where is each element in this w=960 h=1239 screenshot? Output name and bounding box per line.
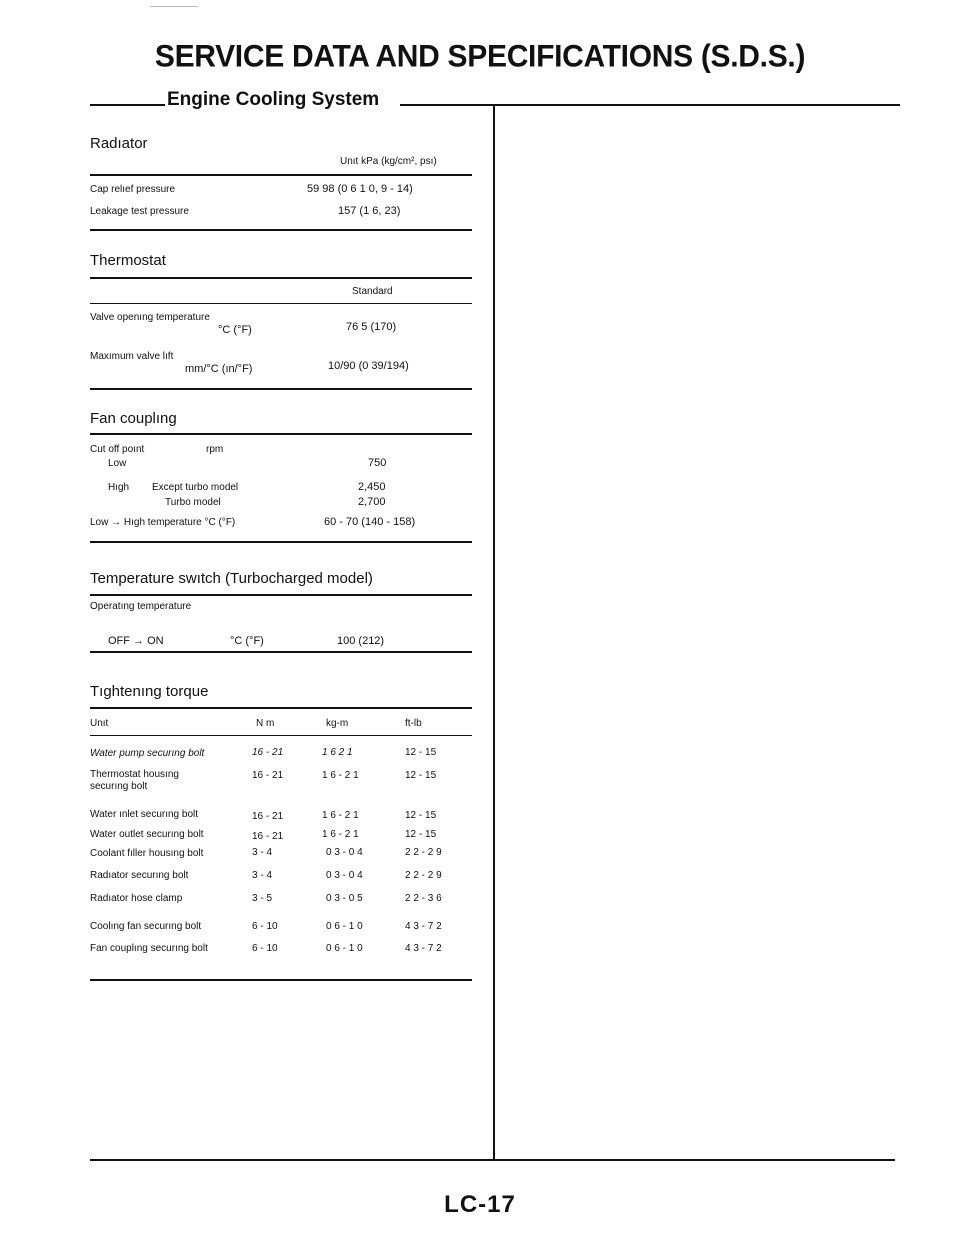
fan-high-value: 2,450 xyxy=(358,481,386,493)
fan-temp-value: 60 - 70 (140 - 158) xyxy=(324,516,416,528)
torque-header-rule xyxy=(90,735,472,736)
fan-high-sub: Except turbo model xyxy=(152,482,239,493)
torque-row-item: Water ınlet securıng bolt xyxy=(90,809,199,820)
torque-header-ftlb: ft-lb xyxy=(405,718,422,729)
radiator-rule-bottom xyxy=(90,229,472,231)
torque-row-kgm: 1 6 2 1 xyxy=(322,747,353,758)
torque-row-kgm: 0 3 - 0 5 xyxy=(326,893,363,904)
thermostat-rule-bottom xyxy=(90,388,472,390)
temp-switch-row-unit: °C (°F) xyxy=(230,635,264,647)
temp-switch-row-label: OFF → ON xyxy=(108,635,164,647)
torque-row-ftlb: 4 3 - 7 2 xyxy=(405,921,442,932)
torque-row-kgm: 1 6 - 2 1 xyxy=(322,829,359,840)
torque-row-ftlb: 12 - 15 xyxy=(405,747,437,758)
torque-row-kgm: 0 6 - 1 0 xyxy=(326,943,363,954)
torque-header-kgm: kg-m xyxy=(326,718,349,729)
temp-switch-row-value: 100 (212) xyxy=(337,635,385,647)
torque-row-nm: 16 - 21 xyxy=(252,770,284,781)
torque-row-nm: 3 - 5 xyxy=(252,893,273,904)
temp-switch-rule-top xyxy=(90,594,472,596)
torque-row-nm: 6 - 10 xyxy=(252,921,278,932)
torque-row-item: Radıator securıng bolt xyxy=(90,870,189,881)
torque-row-item: Radıator hose clamp xyxy=(90,893,183,904)
temp-switch-op-label: Operatıng temperature xyxy=(90,601,192,612)
torque-row-nm: 6 - 10 xyxy=(252,943,278,954)
torque-row-kgm: 1 6 - 2 1 xyxy=(322,810,359,821)
fan-high-sub: Turbo model xyxy=(165,497,221,508)
thermostat-row-unit: °C (°F) xyxy=(218,324,252,336)
radiator-rule-top xyxy=(90,174,472,176)
torque-title: Tıghtenıng torque xyxy=(90,683,209,700)
thermostat-header-rule xyxy=(90,303,472,304)
fan-high-value: 2,700 xyxy=(358,496,386,508)
radiator-row-label: Cap relıef pressure xyxy=(90,184,176,195)
temp-switch-rule-bottom xyxy=(90,651,472,653)
thermostat-row-label: Valve openıng temperature xyxy=(90,312,210,323)
radiator-row-value: 157 (1 6, 23) xyxy=(338,205,401,217)
page-bottom-rule xyxy=(90,1159,895,1161)
thermostat-column-header: Standard xyxy=(352,286,393,297)
radiator-unit: Unıt kPa (kg/cm², psı) xyxy=(340,156,437,167)
torque-row-item: Water outlet securıng bolt xyxy=(90,829,204,840)
thermostat-row-label: Maxımum valve lıft xyxy=(90,351,174,362)
fan-temp-label: Low → Hıgh temperature °C (°F) xyxy=(90,517,236,528)
torque-row-item-cont: securıng bolt xyxy=(90,781,148,792)
section-rule-left xyxy=(90,104,165,106)
torque-row-kgm: 1 6 - 2 1 xyxy=(322,770,359,781)
torque-header-unit: Unıt xyxy=(90,718,109,729)
fan-coupling-title: Fan couplıng xyxy=(90,410,177,427)
torque-row-item: Thermostat housıng xyxy=(90,769,179,780)
torque-row-kgm: 0 3 - 0 4 xyxy=(326,870,363,881)
radiator-row-value: 59 98 (0 6 1 0, 9 - 14) xyxy=(307,183,413,195)
torque-row-ftlb: 12 - 15 xyxy=(405,770,437,781)
torque-row-item: Coolant fıller housıng bolt xyxy=(90,848,204,859)
thermostat-rule-top xyxy=(90,277,472,279)
torque-row-nm: 16 - 21 xyxy=(252,747,284,758)
torque-header-nm: N m xyxy=(256,718,275,729)
radiator-row-label: Leakage test pressure xyxy=(90,206,189,217)
torque-row-nm: 16 - 21 xyxy=(252,811,284,822)
torque-row-kgm: 0 6 - 1 0 xyxy=(326,921,363,932)
section-title: Engine Cooling System xyxy=(167,89,380,110)
torque-row-item: Water pump securıng bolt xyxy=(90,748,205,759)
fan-low-value: 750 xyxy=(368,457,387,469)
thermostat-row-value: 76 5 (170) xyxy=(346,321,397,333)
thermostat-title: Thermostat xyxy=(90,252,166,269)
torque-row-ftlb: 2 2 - 2 9 xyxy=(405,847,442,858)
torque-rule-top xyxy=(90,707,472,709)
temp-switch-title: Temperature swıtch (Turbocharged model) xyxy=(90,570,373,587)
page-title: SERVICE DATA AND SPECIFICATIONS (S.D.S.) xyxy=(154,39,806,74)
torque-row-ftlb: 12 - 15 xyxy=(405,810,437,821)
torque-row-ftlb: 2 2 - 3 6 xyxy=(405,893,442,904)
torque-row-ftlb: 12 - 15 xyxy=(405,829,437,840)
page-number: LC-17 xyxy=(444,1191,516,1218)
torque-row-nm: 16 - 21 xyxy=(252,831,284,842)
scan-mark xyxy=(150,6,198,7)
fan-high-label: Hıgh xyxy=(108,482,130,493)
fan-coupling-rule-top xyxy=(90,433,472,435)
fan-low-label: Low xyxy=(108,458,127,469)
fan-coupling-rule-bottom xyxy=(90,541,472,543)
radiator-title: Radıator xyxy=(90,135,148,152)
section-rule-right xyxy=(400,104,900,106)
torque-row-kgm: 0 3 - 0 4 xyxy=(326,847,363,858)
thermostat-row-value: 10/90 (0 39/194) xyxy=(328,360,409,372)
fan-cutoff-label: Cut off poınt xyxy=(90,444,145,455)
column-divider xyxy=(493,104,495,1160)
torque-row-ftlb: 2 2 - 2 9 xyxy=(405,870,442,881)
torque-row-nm: 3 - 4 xyxy=(252,870,273,881)
torque-rule-bottom xyxy=(90,979,472,981)
torque-row-item: Fan couplıng securıng bolt xyxy=(90,943,208,954)
thermostat-row-unit: mm/°C (ın/°F) xyxy=(185,363,253,375)
torque-row-ftlb: 4 3 - 7 2 xyxy=(405,943,442,954)
torque-row-nm: 3 - 4 xyxy=(252,847,273,858)
fan-cutoff-unit: rpm xyxy=(206,444,224,455)
torque-row-item: Coolıng fan securıng bolt xyxy=(90,921,202,932)
